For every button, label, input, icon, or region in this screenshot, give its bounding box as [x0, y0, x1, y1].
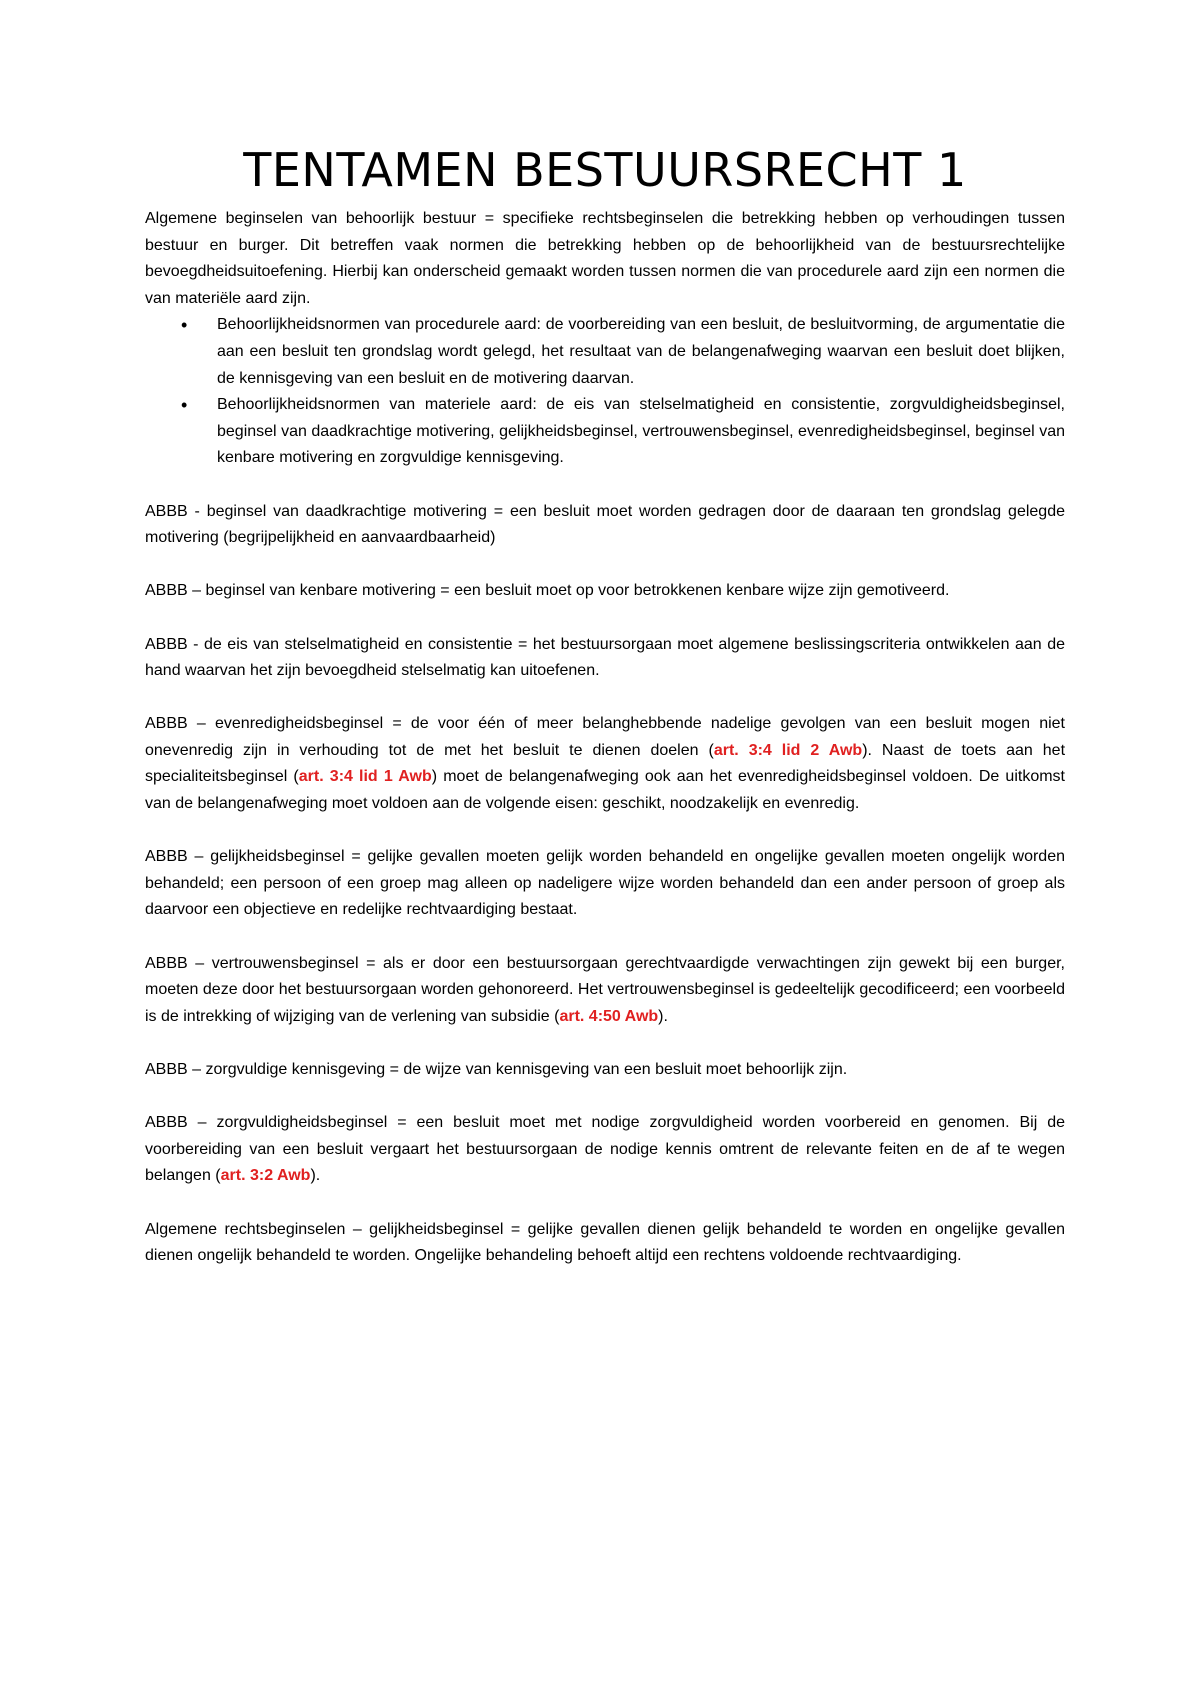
law-reference: art. 4:50 Awb — [559, 1007, 659, 1025]
paragraph-algemene-rechtsbeginselen: Algemene rechtsbeginselen – gelijkheidsbeginsel = gelijke gevallen dienen gelijk behandeld te worden en ongelijke gevallen dienen ongelijk behandeld te worden. Ongelijke behandeling behoeft altijd een rechtens voldoende rechtvaardiging. — [145, 1220, 1065, 1265]
paragraph-text: ). — [658, 1007, 668, 1025]
paragraph-zorgvuldige-kennisgeving: ABBB – zorgvuldige kennisgeving = de wijze van kennisgeving van een besluit moet behoorlijk zijn. — [145, 1061, 848, 1078]
paragraph-stelselmatigheid: ABBB - de eis van stelselmatigheid en consistentie = het bestuursorgaan moet algemene beslissingscriteria ontwikkelen aan de hand waarvan het zijn bevoegdheid stelselmatig kan uitoefenen. — [145, 635, 1065, 680]
paragraph-text: ABBB – vertrouwensbeginsel = als er door een bestuursorgaan gerechtvaardigde verwachtingen zijn gewekt bij een burger, moeten deze door het bestuursorgaan worden gehonoreerd. Het vertrouwensbeginsel is gedeeltelijk gecodificeerd; een voorbeeld is de intrekking of wijziging van de verlening van subsidie ( — [145, 954, 1065, 1025]
norms-list — [145, 312, 1065, 472]
paragraph-text: ). Naast de toets aan het specialiteitsbeginsel ( — [145, 741, 1066, 786]
list-item-material: • Behoorlijkheidsnormen van materiele aard: de eis van stelselmatigheid en consistentie, zorgvuldigheidsbeginsel, beginsel van daadkrachtige motivering, gelijkheidsbeginsel, vertrouwensbeginsel, evenredigheidsbeginsel, beginsel van kenbare motivering en zorgvuldige kennisgeving. — [217, 392, 1065, 472]
document-page — [145, 140, 1065, 1296]
paragraph-vertrouwensbeginsel — [145, 951, 1065, 1031]
paragraph-text: ABBB – evenredigheidsbeginsel = de voor één of meer belanghebbende nadelige gevolgen van een besluit mogen niet onevenredig zijn in verhouding tot de met het besluit te dienen doelen ( — [145, 715, 1065, 759]
law-reference: art. 3:2 Awb — [220, 1167, 311, 1185]
paragraph-text: ). — [310, 1167, 321, 1185]
document-title: TENTAMEN BESTUURSRECHT 1 — [243, 143, 967, 197]
paragraph-daadkrachtige-motivering: ABBB - beginsel van daadkrachtige motivering = een besluit moet worden gedragen door de daaraan ten grondslag gelegde motivering (begrijpelijkheid en aanvaardbaarheid) — [145, 502, 1065, 547]
intro-paragraph: Algemene beginselen van behoorlijk bestuur = specifieke rechtsbeginselen die betrekking hebben op verhoudingen tussen bestuur en burger. Dit betreffen vaak normen die betrekking hebben op de behoorlijkheid van de bestuursrechtelijke bevoegdheidsuitoefening. Hierbij kan onderscheid gemaakt worden tussen normen die van procedurele aard zijn een normen die van materiële aard zijn. — [145, 210, 1065, 307]
paragraph-evenredigheidsbeginsel — [145, 711, 1065, 817]
paragraph-text: ) moet de belangenafweging ook aan het evenredigheidsbeginsel voldoen. De uitkomst van de belangenafweging moet voldoen aan de volgende eisen: geschikt, noodzakelijk en evenredig. — [145, 768, 1066, 813]
paragraph-text: ABBB – zorgvuldigheidsbeginsel = een besluit moet met nodige zorgvuldigheid worden voorbereid en genomen. Bij de voorbereiding van een besluit vergaart het bestuursorgaan de nodige kennis omtrent de relevante feiten en de af te wegen belangen ( — [145, 1114, 1065, 1185]
law-reference: art. 3:4 lid 1 Awb — [298, 768, 432, 786]
paragraph-zorgvuldigheidsbeginsel — [145, 1110, 1065, 1190]
law-reference: art. 3:4 lid 2 Awb — [713, 741, 863, 759]
list-item-procedural: • Behoorlijkheidsnormen van procedurele aard: de voorbereiding van een besluit, de besluitvorming, de argumentatie die aan een besluit ten grondslag wordt gelegd, het resultaat van de belangenafweging waarvan een besluit doet blijken, de kennisgeving van een besluit en de motivering daarvan. — [217, 312, 1065, 392]
paragraph-kenbare-motivering: ABBB – beginsel van kenbare motivering = een besluit moet op voor betrokkenen kenbare wijze zijn gemotiveerd. — [145, 582, 950, 600]
paragraph-gelijkheidsbeginsel: ABBB – gelijkheidsbeginsel = gelijke gevallen moeten gelijk worden behandeld en ongelijke gevallen moeten ongelijk worden behandeld; een persoon of een groep mag alleen op nadeligere wijze worden behandeld dan een ander persoon of groep als daarvoor een objectieve en redelijke rechtvaardiging bestaat. — [145, 848, 1065, 919]
